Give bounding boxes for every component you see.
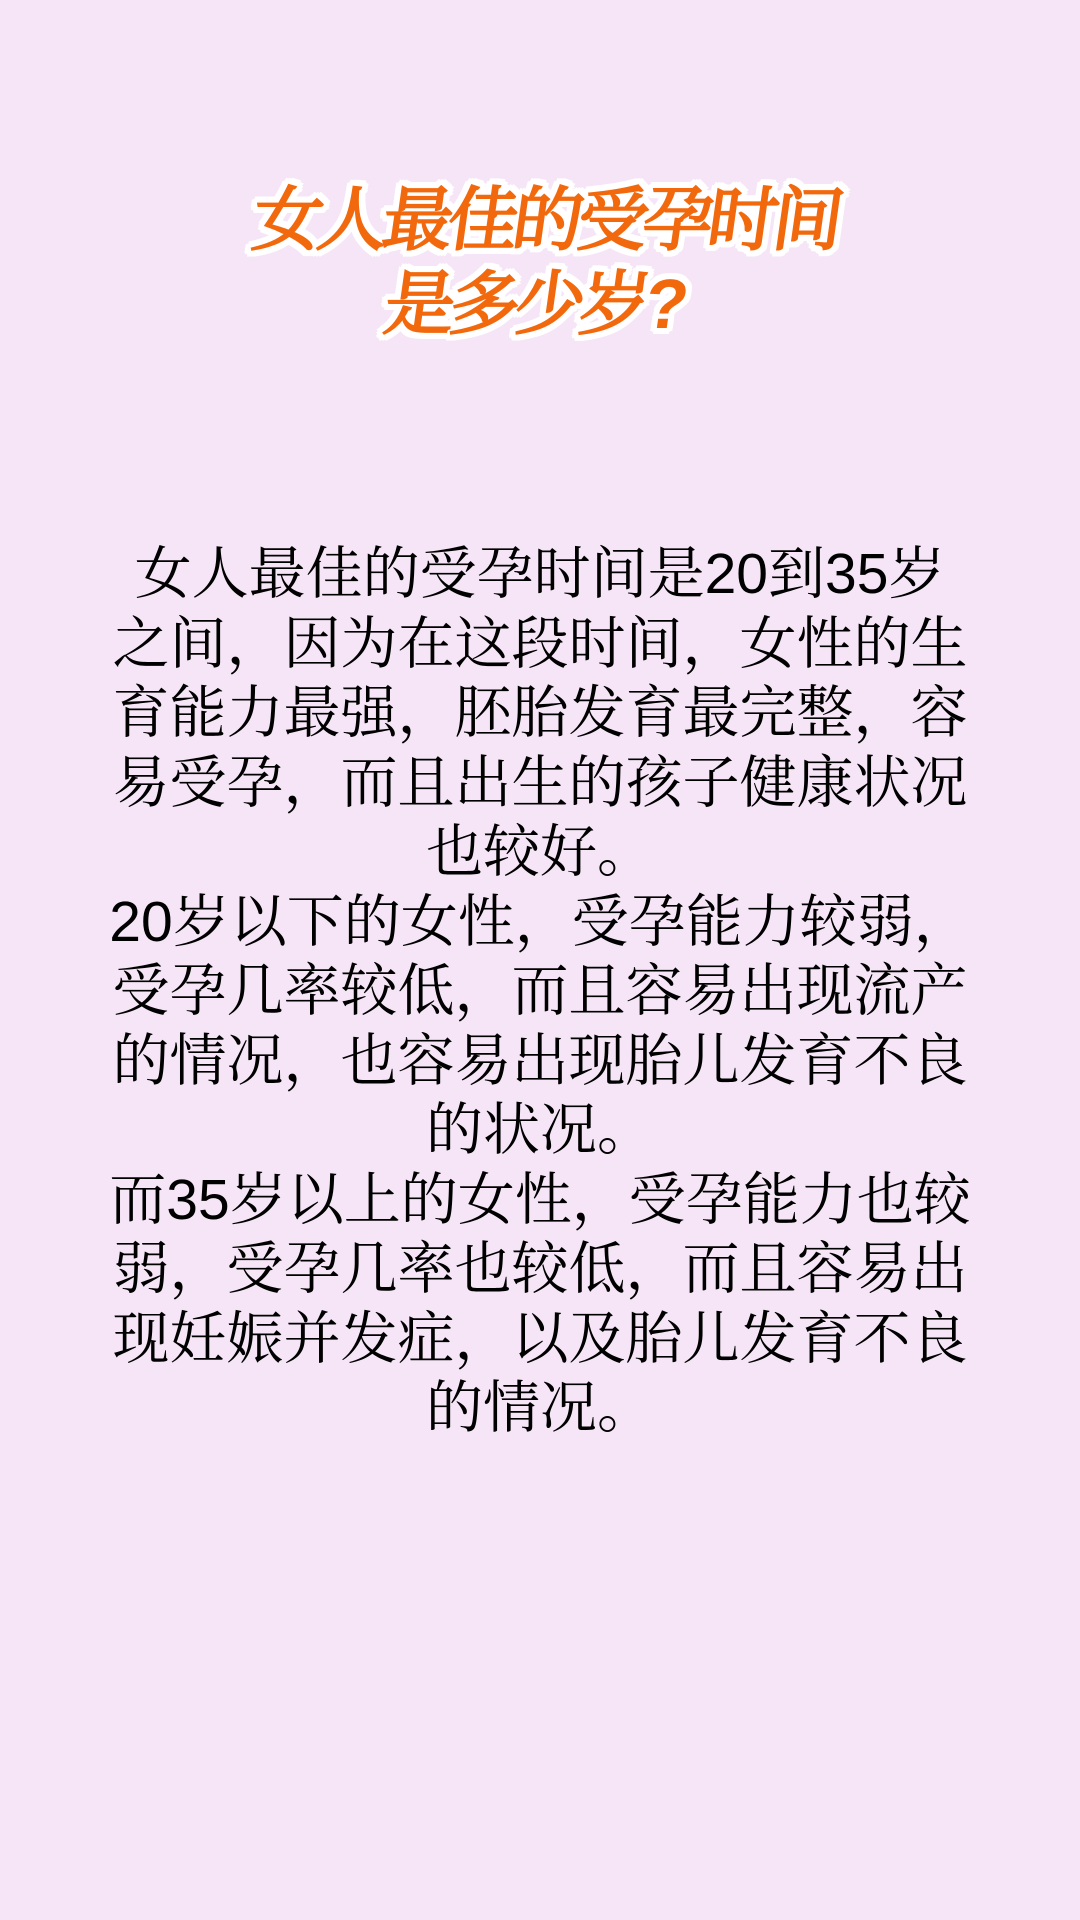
body-line: 现妊娠并发症，以及胎儿发育不良 [112,1306,968,1371]
body-line: 的状况。 [426,1098,654,1162]
body-line: 的情况，也容易出现胎儿发育不良 [112,1028,968,1093]
body-line: 之间，因为在这段时间，女性的生 [112,611,968,676]
title-line-2: 是多少岁? [379,265,689,343]
title-line-1: 女人最佳的受孕时间 [247,181,844,259]
page-title [0,178,1080,346]
body-line: 弱，受孕几率也较低，而且容易出 [112,1237,968,1301]
body-line: 的情况。 [426,1376,654,1440]
body-line: 而35岁以上的女性，受孕能力也较 [109,1167,971,1232]
body-lines [0,540,1080,1444]
body-line: 女人最佳的受孕时间是20到35岁 [134,542,946,606]
body-line: 20岁以下的女性，受孕能力较弱， [109,889,971,954]
body-line: 受孕几率较低，而且容易出现流产 [112,959,968,1023]
body-line: 也较好。 [426,820,654,884]
body-line: 育能力最强，胚胎发育最完整，容 [112,681,968,745]
body-line: 易受孕，而且出生的孩子健康状况 [112,750,968,815]
body-text [0,540,1080,1444]
